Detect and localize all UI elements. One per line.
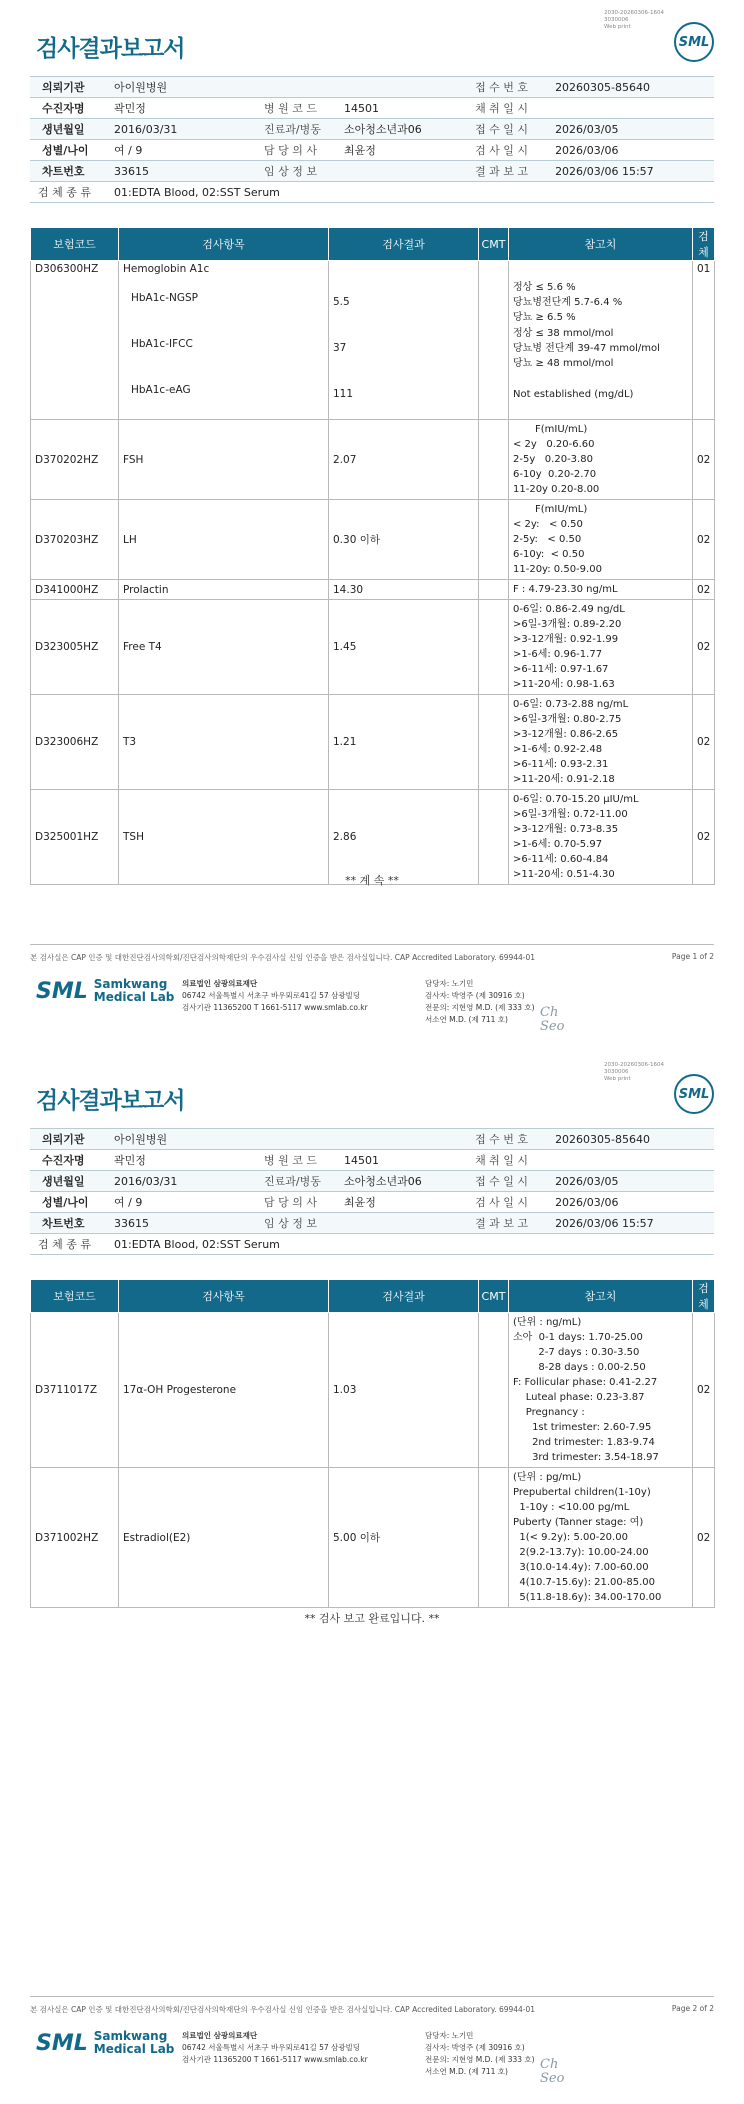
test-item: TSH (119, 790, 329, 885)
test-item: 17α-OH Progesterone (119, 1313, 329, 1468)
ref-line: 3(10.0-14.4y): 7.00-60.00 (513, 1562, 649, 1573)
table-row (31, 420, 715, 500)
ref-line: >11-20세: 0.91-2.18 (513, 774, 615, 785)
cmt-cell (479, 695, 509, 790)
ref-line: 1st trimester: 2.60-7.95 (513, 1422, 652, 1433)
hba1c-sub-item: HbA1c-IFCC (131, 338, 193, 350)
print-stamp: 2030-20260306-1604 3030006 Web print (604, 10, 664, 30)
print-stamp: 2030-20260306-1604 3030006 Web print (604, 1062, 664, 1082)
ref-line: 4(10.7-15.6y): 21.00-85.00 (513, 1577, 655, 1588)
hba1c-sub-ref (513, 325, 688, 371)
samkwang-logo: SML Samkwang Medical Lab (36, 977, 175, 1004)
cmt-cell (479, 790, 509, 885)
ref-line: 11-20y: 0.50-9.00 (513, 564, 602, 575)
ref-line: 당뇨 ≥ 48 mmol/mol (513, 357, 614, 369)
specimen-code: 02 (693, 1468, 715, 1608)
specimen-code: 02 (693, 600, 715, 695)
continued-note: ** 계 속 ** (345, 874, 399, 887)
ref-line: >6-11세: 0.60-4.84 (513, 854, 609, 865)
ref-line: 2(9.2-13.7y): 10.00-24.00 (513, 1547, 649, 1558)
ref-line: 3rd trimester: 3.54-18.97 (513, 1452, 659, 1463)
test-result: 14.30 (329, 580, 479, 600)
specimen-code: 02 (693, 790, 715, 885)
patient-info-table: 의뢰기관 아이원병원 접 수 번 호 20260305-85640 수진자명 곽민정 병 원 코 드 14501 채 취 일 시 생년월일 2016/03/31 진료과/병동 소아청소년과06 접 수 일 시 2026/03/05 성별/나이 여 / 9 담 당 의 사 최윤정 검 사 일 시 2026/03/06 차트번호 33615 임 상 정 보 결 과 보 고 2026/03/06 15:57 검 체 종 류 01:EDTA Blood, 02:SST Serum (30, 76, 714, 203)
ref-line: F : 4.79-23.30 ng/mL (513, 584, 618, 595)
report-title: 검사결과보고서 (36, 1088, 185, 1114)
sml-logo: SML (674, 22, 714, 62)
ref-line: 5(11.8-18.6y): 34.00-170.00 (513, 1592, 662, 1603)
ref-line: 6-10y 0.20-2.70 (513, 469, 597, 480)
test-result: 5.00 이하 (329, 1468, 479, 1608)
results-table: 보험코드 검사항목 검사결과 CMT 참고치 검체 D306300HZ Hemoglobin A1c HbA1c-NGSP HbA1c-IFCC HbA1c-eAG 5.5 37 111 정상 ≤ 5.6 % 당뇨병전단계 5.7-6.4 % 당뇨 ≥ 6.5 % 정상 ≤ 38 mmol/mol 당뇨병 전단계 39-47 mmol/mol 당뇨 ≥ 48 mmol/mol Not established (mg/dL) 01 D370202HZ FSH 2.07 F(mIU/mL) < 2y 0.20-6.60 2-5y 0.20-3.80 6-10y 0.20-2.70 11-20y 0.20-8.00 02 D370203HZ LH 0.30 이하 F(mIU/mL) < 2y: < 0.50 2-5y: < 0.50 6-10y: < 0.50 11-20y: 0.50-9.00 02 D341000HZ Prolactin 14.30 F : 4.79-23.30 ng/mL 02 D323005HZ Free T4 1.45 0-6일: 0.86-2.49 ng/dL >6일-3개월: 0.89-2.20 >3-12개월: 0.92-1.99 >1-6세: 0.96-1.77 >6-11세: 0.97-1.67 >11-20세: 0.98-1.63 02 D323006HZ T3 1.21 0-6일: 0.73-2.88 ng/mL >6일-3개월: 0.80-2.75 >3-12개월: 0.86-2.65 >1-6세: 0.92-2.48 >6-11세: 0.93-2.31 >11-20세: 0.91-2.18 02 D325001HZ TSH 2.86 0-6일: 0.70-15.20 µIU/mL >6일-3개월: 0.72-11.00 >3-12개월: 0.73-8.35 >1-6세: 0.70-5.97 >6-11세: 0.60-4.84 >11-20세: 0.51-4.30 02 (30, 227, 715, 885)
report-title: 검사결과보고서 (36, 36, 185, 62)
patient-info-table: 의뢰기관 아이원병원 접 수 번 호 20260305-85640 수진자명 곽민정 병 원 코 드 14501 채 취 일 시 생년월일 2016/03/31 진료과/병동 소아청소년과06 접 수 일 시 2026/03/05 성별/나이 여 / 9 담 당 의 사 최윤정 검 사 일 시 2026/03/06 차트번호 33615 임 상 정 보 결 과 보 고 2026/03/06 15:57 검 체 종 류 01:EDTA Blood, 02:SST Serum (30, 1128, 714, 1255)
ref-line: < 2y 0.20-6.60 (513, 439, 595, 450)
table-row (31, 695, 715, 790)
ref-line: >3-12개월: 0.73-8.35 (513, 824, 619, 835)
test-item: Prolactin (119, 580, 329, 600)
ref-line: 1-10y : <10.00 pg/mL (513, 1502, 630, 1513)
ref-line: 2-5y: < 0.50 (513, 534, 582, 545)
insurance-code: D370203HZ (31, 500, 119, 580)
ref-line: < 2y: < 0.50 (513, 519, 583, 530)
ref-line: 소아 0-1 days: 1.70-25.00 (513, 1332, 643, 1343)
results-table: 보험코드 검사항목 검사결과 CMT 참고치 검체 D3711017Z 17α-OH Progesterone 1.03 (단위 : ng/mL) 소아 0-1 days: 1.70-25.00 2-7 days : 0.30-3.50 8-28 days : 0.00-2.50 F: Follicular phase: 0.41-2.27 Luteal phase: 0.23-3.87 Pregnancy : 1st trimester: 2.60-7.95 2nd trimester: 1.83-9.74 3rd trimester: 3.54-18.97 02 D371002HZ Estradiol(E2) 5.00 이하 (단위 : pg/mL) Prepubertal children(1-10y) 1-10y : <10.00 pg/mL Puberty (Tanner stage: 여) 1(< 9.2y): 5.00-20.00 2(9.2-13.7y): 10.00-24.00 3(10.0-14.4y): 7.00-60.00 4(10.7-15.6y): 21.00-85.00 5(11.8-18.6y): 34.00-170.00 02 (30, 1279, 715, 1608)
sml-logo: SML (674, 1074, 714, 1114)
ref-line: F: Follicular phase: 0.41-2.27 (513, 1377, 658, 1388)
cmt-cell (479, 1468, 509, 1608)
ref-line: >6-11세: 0.97-1.67 (513, 664, 609, 675)
table-row (31, 580, 715, 600)
ref-line: F(mIU/mL) (535, 504, 588, 515)
ref-line: 정상 ≤ 38 mmol/mol (513, 327, 614, 339)
ref-line: >11-20세: 0.98-1.63 (513, 679, 615, 690)
test-result: 1.21 (329, 695, 479, 790)
test-item: T3 (119, 695, 329, 790)
hba1c-sub-item: HbA1c-NGSP (131, 292, 198, 304)
ref-line: Puberty (Tanner stage: 여) (513, 1517, 644, 1528)
ref-line: >11-20세: 0.51-4.30 (513, 869, 615, 880)
ref-line: >3-12개월: 0.86-2.65 (513, 729, 619, 740)
ref-line: >1-6세: 0.70-5.97 (513, 839, 603, 850)
ref-line: (단위 : pg/mL) (513, 1472, 582, 1483)
hba1c-sub-ref (513, 371, 688, 417)
ref-line: >1-6세: 0.96-1.77 (513, 649, 603, 660)
ref-line: Pregnancy : (513, 1407, 585, 1418)
footer-note: 본 검사실은 CAP 인증 및 대한진단검사의학회/진단검사의학재단의 우수검사실 신임 인증을 받은 검사실입니다. CAP Accredited Laboratory. 69944-01 Page 2 of 2 (30, 2004, 714, 2014)
page-number: Page 2 of 2 (671, 2004, 714, 2013)
test-result: 2.86 (329, 790, 479, 885)
lab-staff: 담당자: 노기민 검사자: 박영주 (제 30916 호) 전문의: 지현영 M.D. (제 333 호) 서소연 M.D. (제 711 호) (425, 2031, 535, 2076)
ref-line: 0-6일: 0.70-15.20 µIU/mL (513, 794, 639, 805)
ref-line: >6-11세: 0.93-2.31 (513, 759, 609, 770)
ref-line: Prepubertal children(1-10y) (513, 1487, 651, 1498)
insurance-code: D341000HZ (31, 580, 119, 600)
cmt-cell (479, 500, 509, 580)
specimen-code: 02 (693, 500, 715, 580)
test-result: 0.30 이하 (329, 500, 479, 580)
ref-line: 1(< 9.2y): 5.00-20.00 (513, 1532, 628, 1543)
ref-line: >6일-3개월: 0.80-2.75 (513, 714, 622, 725)
signature: Ch Seo (540, 2057, 565, 2086)
hba1c-sub-result: 37 (333, 342, 347, 354)
ref-line: 8-28 days : 0.00-2.50 (513, 1362, 646, 1373)
table-row (31, 1468, 715, 1608)
insurance-code: D325001HZ (31, 790, 119, 885)
test-item: FSH (119, 420, 329, 500)
report-page-2 (0, 1052, 744, 2104)
ref-line: 2-7 days : 0.30-3.50 (513, 1347, 640, 1358)
lab-address: 의료법인 삼광의료재단 06742 서울특별시 서초구 바우뫼로41길 57 삼광빌딩 검사기관 11365200 T 1661-5117 www.smlab.co.kr (182, 979, 368, 1012)
samkwang-logo: SML Samkwang Medical Lab (36, 2029, 175, 2056)
ref-line: 6-10y: < 0.50 (513, 549, 585, 560)
specimen-code: 02 (693, 695, 715, 790)
cmt-cell (479, 600, 509, 695)
lab-staff: 담당자: 노기민 검사자: 박영주 (제 30916 호) 전문의: 지현영 M.D. (제 333 호) 서소연 M.D. (제 711 호) (425, 979, 535, 1024)
ref-line: 당뇨 ≥ 6.5 % (513, 311, 576, 323)
test-result: 2.07 (329, 420, 479, 500)
ref-line: 11-20y 0.20-8.00 (513, 484, 600, 495)
ref-line: 2-5y 0.20-3.80 (513, 454, 593, 465)
dob-value: 2016/03/31 (110, 119, 260, 140)
ref-line: >3-12개월: 0.92-1.99 (513, 634, 619, 645)
completed-note: ** 검사 보고 완료입니다. ** (304, 1612, 440, 1625)
insurance-code: D323005HZ (31, 600, 119, 695)
reference-range (509, 1313, 693, 1468)
cmt-cell (479, 580, 509, 600)
patient-name-value: 곽민정 (110, 98, 260, 119)
reference-range (509, 420, 693, 500)
insurance-code: D323006HZ (31, 695, 119, 790)
hba1c-sub-ref (513, 279, 688, 325)
ref-line: F(mIU/mL) (535, 424, 588, 435)
ref-line: 정상 ≤ 5.6 % (513, 281, 576, 293)
cmt-cell (479, 420, 509, 500)
test-item: Estradiol(E2) (119, 1468, 329, 1608)
reference-range (509, 695, 693, 790)
table-row (31, 1313, 715, 1468)
reference-range (509, 600, 693, 695)
specimen-code: 02 (693, 1313, 715, 1468)
table-row (31, 600, 715, 695)
test-item: Free T4 (119, 600, 329, 695)
hba1c-sub-result: 5.5 (333, 296, 350, 308)
page-number: Page 1 of 2 (671, 952, 714, 961)
reference-range (509, 580, 693, 600)
table-row: D306300HZ Hemoglobin A1c HbA1c-NGSP HbA1c-IFCC HbA1c-eAG 5.5 37 111 정상 ≤ 5.6 % 당뇨병전단계 5.7-6.4 % 당뇨 ≥ 6.5 % 정상 ≤ 38 mmol/mol 당뇨병 전단계 39-47 mmol/mol 당뇨 ≥ 48 mmol/mol Not established (mg/dL) 01 (31, 261, 715, 420)
hba1c-sub-item: HbA1c-eAG (131, 384, 191, 396)
reference-range (509, 500, 693, 580)
insurance-code: D370202HZ (31, 420, 119, 500)
ref-line: 2nd trimester: 1.83-9.74 (513, 1437, 655, 1448)
test-result: 1.45 (329, 600, 479, 695)
receipt-no-value: 20260305-85640 (551, 77, 714, 98)
ref-line: (단위 : ng/mL) (513, 1317, 582, 1328)
ref-line: >1-6세: 0.92-2.48 (513, 744, 603, 755)
footer-note: 본 검사실은 CAP 인증 및 대한진단검사의학회/진단검사의학재단의 우수검사실 신임 인증을 받은 검사실입니다. CAP Accredited Laboratory. 69944-01 Page 1 of 2 (30, 952, 714, 962)
ref-line: 0-6일: 0.73-2.88 ng/mL (513, 699, 629, 710)
ref-line: Not established (mg/dL) (513, 388, 634, 400)
test-result: 1.03 (329, 1313, 479, 1468)
reference-range (509, 790, 693, 885)
ref-line: 0-6일: 0.86-2.49 ng/dL (513, 604, 625, 615)
insurance-code: D371002HZ (31, 1468, 119, 1608)
specimen-code: 02 (693, 580, 715, 600)
table-row (31, 790, 715, 885)
insurance-code: D3711017Z (31, 1313, 119, 1468)
ref-line: 당뇨병전단계 5.7-6.4 % (513, 296, 623, 308)
reference-range (509, 1468, 693, 1608)
ref-line: >6일-3개월: 0.89-2.20 (513, 619, 622, 630)
ref-line: 당뇨병 전단계 39-47 mmol/mol (513, 342, 660, 354)
ref-line: Luteal phase: 0.23-3.87 (513, 1392, 645, 1403)
institution-value: 아이원병원 (110, 77, 471, 98)
table-row (31, 500, 715, 580)
cmt-cell (479, 1313, 509, 1468)
signature: Ch Seo (540, 1005, 565, 1034)
lab-address: 의료법인 삼광의료재단 06742 서울특별시 서초구 바우뫼로41길 57 삼광빌딩 검사기관 11365200 T 1661-5117 www.smlab.co.kr (182, 2031, 368, 2064)
hba1c-sub-result: 111 (333, 388, 354, 400)
test-item: LH (119, 500, 329, 580)
specimen-code: 02 (693, 420, 715, 500)
ref-line: >6일-3개월: 0.72-11.00 (513, 809, 628, 820)
